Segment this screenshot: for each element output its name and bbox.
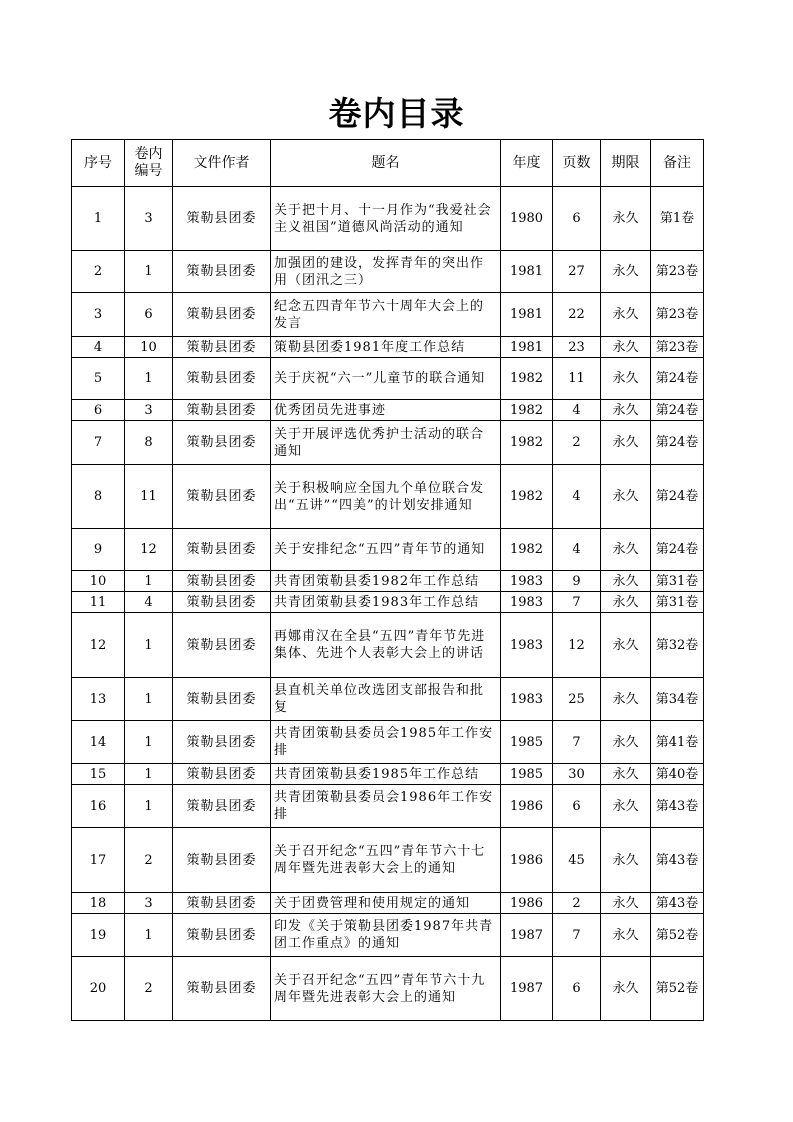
cell-seq: 13 [72,678,125,721]
cell-seq: 5 [72,358,125,400]
cell-year: 1983 [501,592,553,613]
table-row [72,613,704,678]
cell-pages: 30 [553,764,601,785]
catalog-table [71,139,704,1021]
cell-year: 1987 [501,914,553,957]
cell-term: 永久 [601,613,651,678]
cell-year: 1982 [501,529,553,571]
cell-year: 1986 [501,828,553,893]
cell-seq: 14 [72,721,125,764]
cell-vol-no: 1 [125,721,173,764]
cell-pages: 4 [553,400,601,421]
cell-seq: 2 [72,251,125,293]
cell-title: 关于庆祝“六一”儿童节的联合通知 [271,358,501,400]
cell-year: 1985 [501,764,553,785]
cell-author: 策勒县团委 [173,678,271,721]
cell-remark: 第52卷 [651,957,704,1021]
cell-author: 策勒县团委 [173,293,271,337]
cell-vol-no: 1 [125,251,173,293]
cell-year: 1987 [501,957,553,1021]
table-row [72,421,704,465]
cell-author: 策勒县团委 [173,400,271,421]
cell-remark: 第31卷 [651,592,704,613]
cell-year: 1981 [501,337,553,358]
cell-term: 永久 [601,400,651,421]
cell-vol-no: 1 [125,764,173,785]
cell-title: 共青团策勒县委1983年工作总结 [271,592,501,613]
cell-pages: 23 [553,337,601,358]
table-row [72,571,704,592]
cell-author: 策勒县团委 [173,592,271,613]
cell-title: 共青团策勒县委员会1986年工作安排 [271,785,501,828]
cell-title: 策勒县团委1981年度工作总结 [271,337,501,358]
header-pages: 页数 [553,140,601,187]
cell-pages: 6 [553,957,601,1021]
cell-seq: 4 [72,337,125,358]
cell-vol-no: 8 [125,421,173,465]
table-row [72,893,704,914]
header-vol-no-line1: 卷内 [134,146,163,162]
cell-term: 永久 [601,251,651,293]
cell-vol-no: 1 [125,785,173,828]
table-row [72,337,704,358]
cell-vol-no: 11 [125,465,173,529]
table-row [72,957,704,1021]
header-row [72,140,704,187]
cell-year: 1980 [501,187,553,251]
cell-term: 永久 [601,529,651,571]
cell-year: 1986 [501,893,553,914]
cell-term: 永久 [601,914,651,957]
cell-author: 策勒县团委 [173,421,271,465]
cell-remark: 第24卷 [651,358,704,400]
cell-term: 永久 [601,571,651,592]
cell-pages: 27 [553,251,601,293]
cell-seq: 19 [72,914,125,957]
header-year: 年度 [501,140,553,187]
table-row [72,678,704,721]
cell-remark: 第24卷 [651,529,704,571]
header-author: 文件作者 [173,140,271,187]
cell-vol-no: 1 [125,613,173,678]
cell-title: 关于把十月、十一月作为“我爱社会主义祖国”道德风尚活动的通知 [271,187,501,251]
cell-year: 1981 [501,251,553,293]
header-vol-no-line2: 编号 [134,163,163,179]
cell-vol-no: 4 [125,592,173,613]
cell-author: 策勒县团委 [173,764,271,785]
cell-remark: 第24卷 [651,421,704,465]
table-row [72,785,704,828]
cell-vol-no: 6 [125,293,173,337]
cell-seq: 9 [72,529,125,571]
table-row [72,529,704,571]
cell-vol-no: 3 [125,187,173,251]
cell-author: 策勒县团委 [173,251,271,293]
cell-title: 共青团策勒县委员会1985年工作安排 [271,721,501,764]
cell-author: 策勒县团委 [173,914,271,957]
cell-title: 纪念五四青年节六十周年大会上的发言 [271,293,501,337]
cell-vol-no: 2 [125,957,173,1021]
cell-author: 策勒县团委 [173,571,271,592]
cell-pages: 7 [553,721,601,764]
cell-author: 策勒县团委 [173,529,271,571]
cell-seq: 6 [72,400,125,421]
cell-remark: 第41卷 [651,721,704,764]
table-row [72,358,704,400]
cell-pages: 7 [553,914,601,957]
cell-author: 策勒县团委 [173,893,271,914]
table-row [72,914,704,957]
cell-author: 策勒县团委 [173,337,271,358]
table-row [72,400,704,421]
cell-term: 永久 [601,721,651,764]
cell-term: 永久 [601,592,651,613]
cell-year: 1981 [501,293,553,337]
cell-title: 关于召开纪念“五四”青年节六十九周年暨先进表彰大会上的通知 [271,957,501,1021]
cell-title: 关于开展评选优秀护士活动的联合通知 [271,421,501,465]
cell-title: 优秀团员先进事迹 [271,400,501,421]
cell-author: 策勒县团委 [173,187,271,251]
header-seq: 序号 [72,140,125,187]
cell-year: 1986 [501,785,553,828]
table-row [72,293,704,337]
cell-remark: 第52卷 [651,914,704,957]
table-row [72,764,704,785]
cell-year: 1982 [501,358,553,400]
cell-pages: 7 [553,592,601,613]
cell-pages: 22 [553,293,601,337]
cell-remark: 第23卷 [651,293,704,337]
table-row [72,828,704,893]
cell-title: 共青团策勒县委1985年工作总结 [271,764,501,785]
cell-vol-no: 1 [125,358,173,400]
cell-remark: 第43卷 [651,893,704,914]
cell-seq: 8 [72,465,125,529]
cell-term: 永久 [601,465,651,529]
cell-pages: 25 [553,678,601,721]
table-row [72,187,704,251]
header-title: 题名 [271,140,501,187]
header-term: 期限 [601,140,651,187]
cell-term: 永久 [601,764,651,785]
header-vol-no [125,140,173,187]
cell-term: 永久 [601,187,651,251]
cell-title: 关于积极响应全国九个单位联合发出“五讲”“四美”的计划安排通知 [271,465,501,529]
cell-seq: 1 [72,187,125,251]
cell-author: 策勒县团委 [173,465,271,529]
cell-term: 永久 [601,785,651,828]
cell-term: 永久 [601,957,651,1021]
cell-year: 1982 [501,421,553,465]
cell-seq: 15 [72,764,125,785]
cell-author: 策勒县团委 [173,828,271,893]
cell-remark: 第23卷 [651,251,704,293]
cell-vol-no: 12 [125,529,173,571]
cell-term: 永久 [601,421,651,465]
cell-title: 关于召开纪念“五四”青年节六十七周年暨先进表彰大会上的通知 [271,828,501,893]
table-row [72,721,704,764]
cell-remark: 第43卷 [651,828,704,893]
cell-vol-no: 1 [125,678,173,721]
cell-seq: 17 [72,828,125,893]
cell-pages: 4 [553,529,601,571]
cell-term: 永久 [601,893,651,914]
table-row [72,465,704,529]
cell-vol-no: 3 [125,400,173,421]
cell-term: 永久 [601,828,651,893]
cell-pages: 6 [553,785,601,828]
cell-term: 永久 [601,358,651,400]
cell-term: 永久 [601,293,651,337]
cell-title: 印发《关于策勒县团委1987年共青团工作重点》的通知 [271,914,501,957]
cell-remark: 第23卷 [651,337,704,358]
cell-seq: 10 [72,571,125,592]
cell-author: 策勒县团委 [173,785,271,828]
cell-seq: 18 [72,893,125,914]
cell-vol-no: 10 [125,337,173,358]
cell-vol-no: 2 [125,828,173,893]
cell-term: 永久 [601,337,651,358]
cell-vol-no: 1 [125,571,173,592]
cell-seq: 12 [72,613,125,678]
cell-pages: 4 [553,465,601,529]
cell-title: 关于团费管理和使用规定的通知 [271,893,501,914]
cell-pages: 9 [553,571,601,592]
cell-seq: 7 [72,421,125,465]
cell-seq: 16 [72,785,125,828]
cell-remark: 第31卷 [651,571,704,592]
cell-year: 1983 [501,678,553,721]
cell-year: 1983 [501,613,553,678]
cell-vol-no: 3 [125,893,173,914]
cell-pages: 45 [553,828,601,893]
table-row [72,251,704,293]
cell-author: 策勒县团委 [173,721,271,764]
cell-year: 1983 [501,571,553,592]
cell-remark: 第43卷 [651,785,704,828]
table-row [72,592,704,613]
cell-author: 策勒县团委 [173,957,271,1021]
cell-title: 县直机关单位改选团支部报告和批复 [271,678,501,721]
cell-pages: 2 [553,421,601,465]
cell-remark: 第34卷 [651,678,704,721]
cell-author: 策勒县团委 [173,613,271,678]
cell-pages: 6 [553,187,601,251]
cell-pages: 11 [553,358,601,400]
cell-vol-no: 1 [125,914,173,957]
cell-year: 1985 [501,721,553,764]
cell-pages: 12 [553,613,601,678]
cell-year: 1982 [501,400,553,421]
cell-seq: 11 [72,592,125,613]
cell-term: 永久 [601,678,651,721]
cell-title: 共青团策勒县委1982年工作总结 [271,571,501,592]
cell-year: 1982 [501,465,553,529]
cell-remark: 第24卷 [651,465,704,529]
cell-title: 加强团的建设，发挥青年的突出作用（团汛之三） [271,251,501,293]
cell-pages: 2 [553,893,601,914]
cell-title: 再娜甫汉在全县“五四”青年节先进集体、先进个人表彰大会上的讲话 [271,613,501,678]
cell-seq: 3 [72,293,125,337]
cell-author: 策勒县团委 [173,358,271,400]
cell-remark: 第1卷 [651,187,704,251]
cell-seq: 20 [72,957,125,1021]
page-title: 卷内目录 [328,94,465,133]
cell-remark: 第32卷 [651,613,704,678]
cell-title: 关于安排纪念“五四”青年节的通知 [271,529,501,571]
cell-remark: 第24卷 [651,400,704,421]
header-remark: 备注 [651,140,704,187]
cell-remark: 第40卷 [651,764,704,785]
